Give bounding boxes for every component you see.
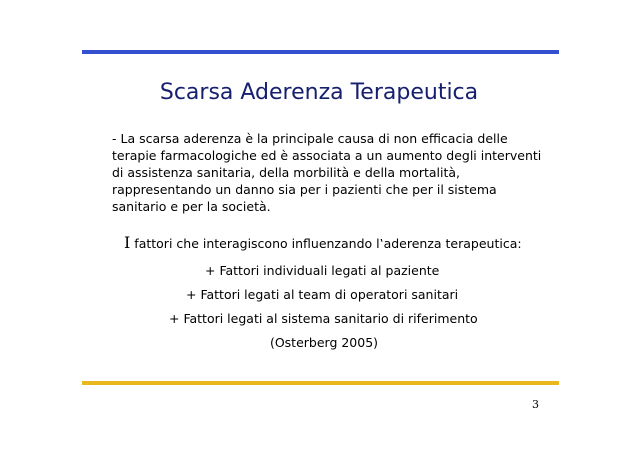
factors-heading-initial: I — [124, 233, 131, 252]
intro-paragraph: - La scarsa aderenza è la principale causa di non efficacia delle terapie farmacologiche ed è associata a un aumento degli interventi di assistenza sanitaria, della morbilità e della mortalità, rappresentando un danno sia per i pazienti che per il sistema sanitario e per la società. — [112, 131, 542, 214]
factor-item-team: + Fattori legati al team di operatori sanitari — [186, 287, 459, 302]
factors-heading — [124, 233, 522, 252]
top-divider — [82, 50, 559, 54]
bottom-divider — [82, 381, 559, 385]
slide-title: Scarsa Aderenza Terapeutica — [159, 80, 479, 105]
page-number: 3 — [532, 398, 539, 411]
factor-item-system: + Fattori legati al sistema sanitario di riferimento — [169, 311, 478, 326]
factors-heading-text: fattori che interagiscono influenzando l‛aderenza terapeutica: — [130, 236, 522, 251]
factor-item-patient: + Fattori individuali legati al paziente — [205, 263, 440, 278]
citation: (Osterberg 2005) — [269, 335, 379, 350]
